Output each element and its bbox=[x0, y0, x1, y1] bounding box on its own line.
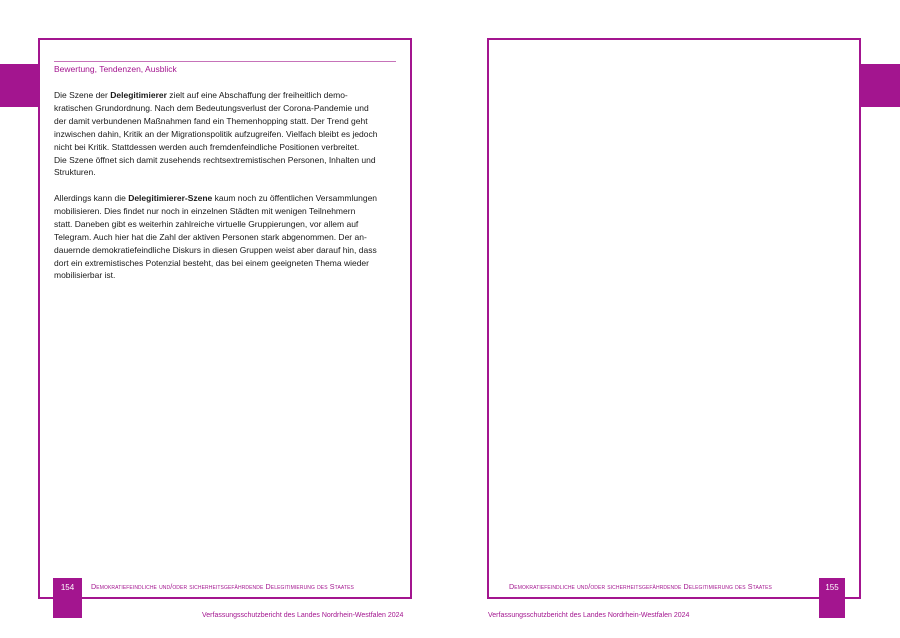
body-paragraph-1 bbox=[54, 89, 402, 179]
left-chapter-tab bbox=[0, 64, 38, 107]
paragraph-text: Allerdings kann die bbox=[54, 193, 129, 203]
right-footer: Verfassungsschutzbericht des Landes Nordrhein-Westfalen 2024 bbox=[488, 612, 690, 619]
section-header-rule bbox=[54, 61, 396, 62]
paragraph-line: dort ein extremistisches Potenzial besteht, das bei einem geeigneten Thema wieder bbox=[54, 257, 369, 268]
right-chapter-tab bbox=[861, 64, 900, 107]
paragraph-line: der damit verbundenen Maßnahmen fand ein Themenhopping statt. Der Trend geht bbox=[54, 115, 368, 126]
paragraph-line: statt. Daneben gibt es weiterhin zahlreiche virtuelle Gruppierungen, vor allem auf bbox=[54, 218, 359, 229]
section-header: Bewertung, Tendenzen, Ausblick bbox=[54, 64, 177, 74]
paragraph-line: mobilisieren. Dies findet nur noch in einzelnen Städten mit wenigen Teilnehmern bbox=[54, 205, 356, 216]
paragraph-line: mobilisierbar ist. bbox=[54, 270, 116, 281]
bold-term: Delegitimierer bbox=[110, 90, 167, 100]
paragraph-line: dauernde demokratiefeindliche Diskurs in diesen Gruppen weist aber darauf hin, dass bbox=[54, 244, 377, 255]
left-footer: Verfassungsschutzbericht des Landes Nordrhein-Westfalen 2024 bbox=[202, 612, 404, 619]
right-running-title: Demokratiefeindliche und/oder sicherheitsgefährdende Delegitimierung des Staates bbox=[509, 582, 772, 591]
right-page-number: 155 bbox=[819, 578, 845, 618]
bold-term: Delegitimierer-Szene bbox=[128, 193, 213, 203]
paragraph-line: Telegram. Auch hier hat die Zahl der aktiven Personen stark abgenommen. Der an- bbox=[54, 231, 367, 242]
paragraph-text: zielt auf eine Abschaffung der freiheitlich demo- bbox=[166, 90, 348, 100]
paragraph-line bbox=[54, 192, 402, 205]
right-page-frame bbox=[487, 38, 861, 599]
paragraph-line: Strukturen. bbox=[54, 167, 96, 178]
body-paragraph-2 bbox=[54, 192, 402, 282]
paragraph-line: Die Szene öffnet sich damit zusehends rechtsextremistischen Personen, Inhalten und bbox=[54, 154, 376, 165]
left-running-title: Demokratiefeindliche und/oder sicherheitsgefährdende Delegitimierung des Staates bbox=[91, 582, 354, 591]
paragraph-line: kratischen Grundordnung. Nach dem Bedeutungsverlust der Corona-Pandemie und bbox=[54, 102, 369, 113]
paragraph-line: nicht bei Kritik. Stattdessen werden auch fremdenfeindliche Positionen verbreitet. bbox=[54, 141, 360, 152]
left-page-number: 154 bbox=[53, 578, 82, 618]
paragraph-text: Die Szene der bbox=[54, 90, 111, 100]
paragraph-line bbox=[54, 89, 402, 102]
paragraph-text: kaum noch zu öffentlichen Versammlungen bbox=[212, 193, 378, 203]
paragraph-line: inzwischen dahin, Kritik an der Migrationspolitik aufzugreifen. Vielfach bleibt es jedoch bbox=[54, 128, 378, 139]
